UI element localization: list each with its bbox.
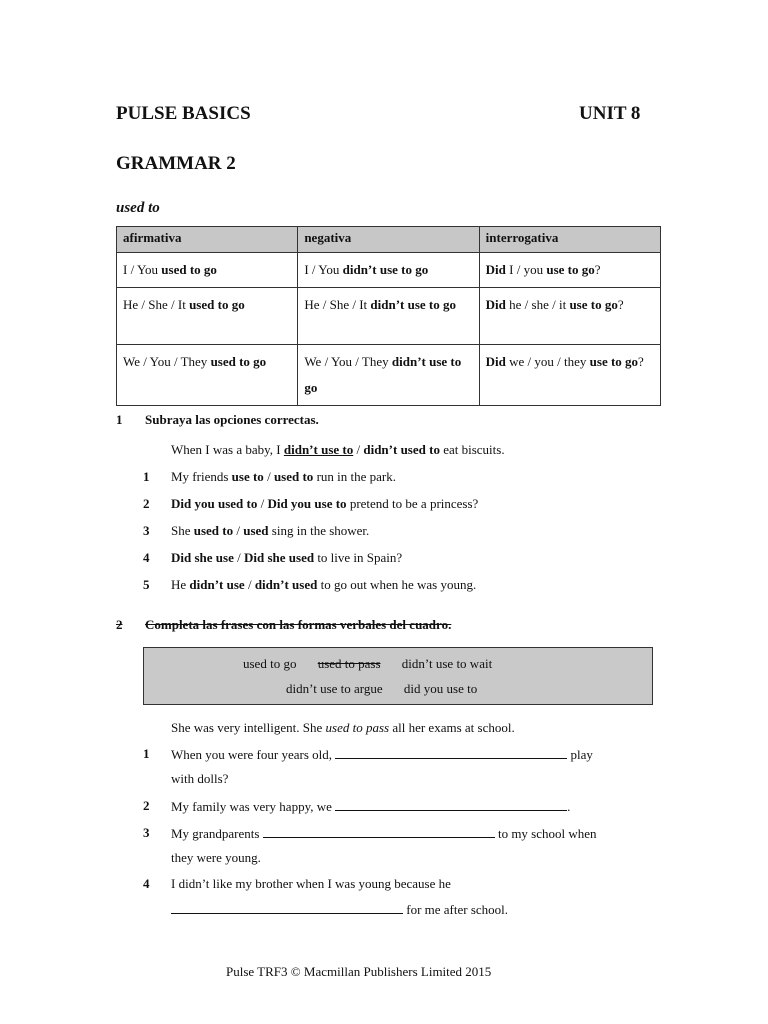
item-number: 5 [143, 577, 150, 592]
exercise-2-item [171, 798, 570, 815]
cell-text: ? [638, 354, 644, 369]
sentence-text: When you were four years old, [171, 747, 336, 762]
section-title: GRAMMAR 2 [116, 153, 236, 174]
header-negative: negativa [298, 227, 479, 253]
sentence-text: all her exams at school. [389, 720, 515, 735]
separator: / [233, 523, 244, 538]
option[interactable]: didn’t used [254, 577, 318, 592]
affirmative-cell [117, 345, 298, 406]
grammar-table [116, 226, 661, 406]
exercise-2-item-cont: they were young. [171, 850, 261, 865]
exercise-2-item-cont: with dolls? [171, 771, 229, 786]
sentence-text: sing in the shower. [268, 523, 370, 538]
option[interactable]: Did she used [243, 550, 315, 565]
topic-title: used to [116, 200, 160, 216]
item-number: 2 [143, 496, 150, 511]
negative-cell [298, 288, 479, 345]
book-title: PULSE BASICS [116, 103, 251, 124]
item-number: 1 [143, 746, 150, 761]
exercise-2-item-cont [171, 901, 508, 918]
sentence-text: eat biscuits. [439, 442, 505, 457]
cell-bold: use to go [546, 262, 595, 277]
option: didn’t used to [363, 442, 440, 457]
affirmative-cell [117, 253, 298, 288]
table-row [117, 253, 661, 288]
cell-bold: didn’t use to go [304, 354, 462, 395]
separator: / [353, 442, 364, 457]
option[interactable]: Did you use to [267, 496, 347, 511]
separator: / [263, 469, 274, 484]
interrogative-cell [479, 253, 660, 288]
sentence-text: to my school when [494, 826, 597, 841]
separator: / [233, 550, 244, 565]
option-correct: didn’t use to [283, 442, 354, 457]
table-row [117, 345, 661, 406]
exercise-1-item [171, 550, 402, 566]
word-option: used to go [243, 656, 297, 671]
option[interactable]: use to [231, 469, 264, 484]
cell-bold: Did [485, 297, 506, 312]
cell-bold: use to go [569, 297, 618, 312]
word-option: didn’t use to argue [286, 681, 383, 696]
cell-text: I / You [123, 262, 162, 277]
exercise-1-number: 1 [116, 412, 123, 427]
answer-blank[interactable] [263, 825, 495, 838]
cell-text: He / She / It [123, 297, 190, 312]
sentence-text: play [567, 747, 593, 762]
item-number: 1 [143, 469, 150, 484]
word-option-used: used to pass [317, 656, 381, 671]
cell-text: he / she / it [505, 297, 570, 312]
affirmative-cell [117, 288, 298, 345]
word-option: didn’t use to wait [401, 656, 493, 671]
exercise-2-item [171, 825, 597, 842]
answer-blank[interactable] [171, 901, 403, 914]
exercise-2-number: 2 [116, 617, 123, 632]
cell-text: I / You [304, 262, 343, 277]
interrogative-cell [479, 288, 660, 345]
exercise-1-title: Subraya las opciones correctas. [145, 412, 319, 427]
cell-text: I / you [505, 262, 547, 277]
header-affirmative: afirmativa [117, 227, 298, 253]
cell-bold: used to go [161, 262, 217, 277]
item-number: 3 [143, 825, 150, 840]
sentence-text: My grandparents [171, 826, 263, 841]
option[interactable]: didn’t use [189, 577, 245, 592]
item-number: 4 [143, 550, 150, 565]
exercise-1-item [171, 577, 476, 593]
answer-blank[interactable] [335, 746, 567, 759]
exercise-1-example [171, 442, 505, 458]
unit-label: UNIT 8 [579, 103, 641, 124]
interrogative-cell [479, 345, 660, 406]
option[interactable]: used [243, 523, 269, 538]
exercise-1-item [171, 523, 369, 539]
cell-bold: use to go [589, 354, 639, 369]
table-header-row [117, 227, 661, 253]
sentence-text: for me after school. [403, 902, 509, 917]
word-option: did you use to [403, 681, 478, 696]
exercise-2-item [171, 746, 593, 763]
answer-blank[interactable] [335, 798, 567, 811]
sentence-text: When I was a baby, I [171, 442, 284, 457]
cell-bold: didn’t use to go [370, 297, 457, 312]
header-interrogative: interrogativa [479, 227, 660, 253]
option[interactable]: Did you used to [171, 496, 258, 511]
cell-text: ? [594, 262, 601, 277]
sentence-text: My friends [171, 469, 232, 484]
word-box [143, 647, 653, 705]
sentence-text: My family was very happy, we [171, 799, 336, 814]
item-number: 2 [143, 798, 150, 813]
item-number: 3 [143, 523, 150, 538]
negative-cell [298, 345, 479, 406]
option[interactable]: used to [193, 523, 234, 538]
sentence-text: pretend to be a princess? [346, 496, 479, 511]
sentence-text: run in the park. [313, 469, 396, 484]
sentence-text: to live in Spain? [314, 550, 403, 565]
cell-bold: didn’t use to go [342, 262, 429, 277]
separator: / [244, 577, 255, 592]
separator: / [257, 496, 268, 511]
table-row [117, 288, 661, 345]
option[interactable]: Did she use [171, 550, 234, 565]
sentence-text: He [171, 577, 190, 592]
cell-bold: Did [485, 262, 506, 277]
cell-bold: Did [485, 354, 506, 369]
cell-text: We / You / They [123, 354, 211, 369]
sentence-text: to go out when he was young. [317, 577, 477, 592]
cell-text: He / She / It [304, 297, 371, 312]
exercise-2-title: Completa las frases con las formas verbales del cuadro. [145, 617, 452, 632]
exercise-1-item [171, 496, 478, 512]
item-number: 4 [143, 876, 150, 891]
exercise-2-example [171, 720, 515, 736]
exercise-1-item [171, 469, 396, 485]
cell-text: We / You / They [304, 354, 392, 369]
cell-bold: used to go [210, 354, 267, 369]
cell-text: ? [617, 297, 624, 312]
sentence-text: She was very intelligent. She [171, 720, 326, 735]
option[interactable]: used to [273, 469, 314, 484]
word-box-row [286, 681, 477, 697]
word-box-row [243, 656, 492, 672]
cell-text: we / you / they [505, 354, 590, 369]
cell-bold: used to go [189, 297, 245, 312]
sentence-text: She [171, 523, 194, 538]
example-answer: used to pass [325, 720, 390, 735]
footer-copyright: Pulse TRF3 © Macmillan Publishers Limited 2015 [226, 964, 492, 979]
sentence-text: . [567, 799, 571, 814]
negative-cell [298, 253, 479, 288]
exercise-2-item: I didn’t like my brother when I was young because he [171, 876, 451, 891]
